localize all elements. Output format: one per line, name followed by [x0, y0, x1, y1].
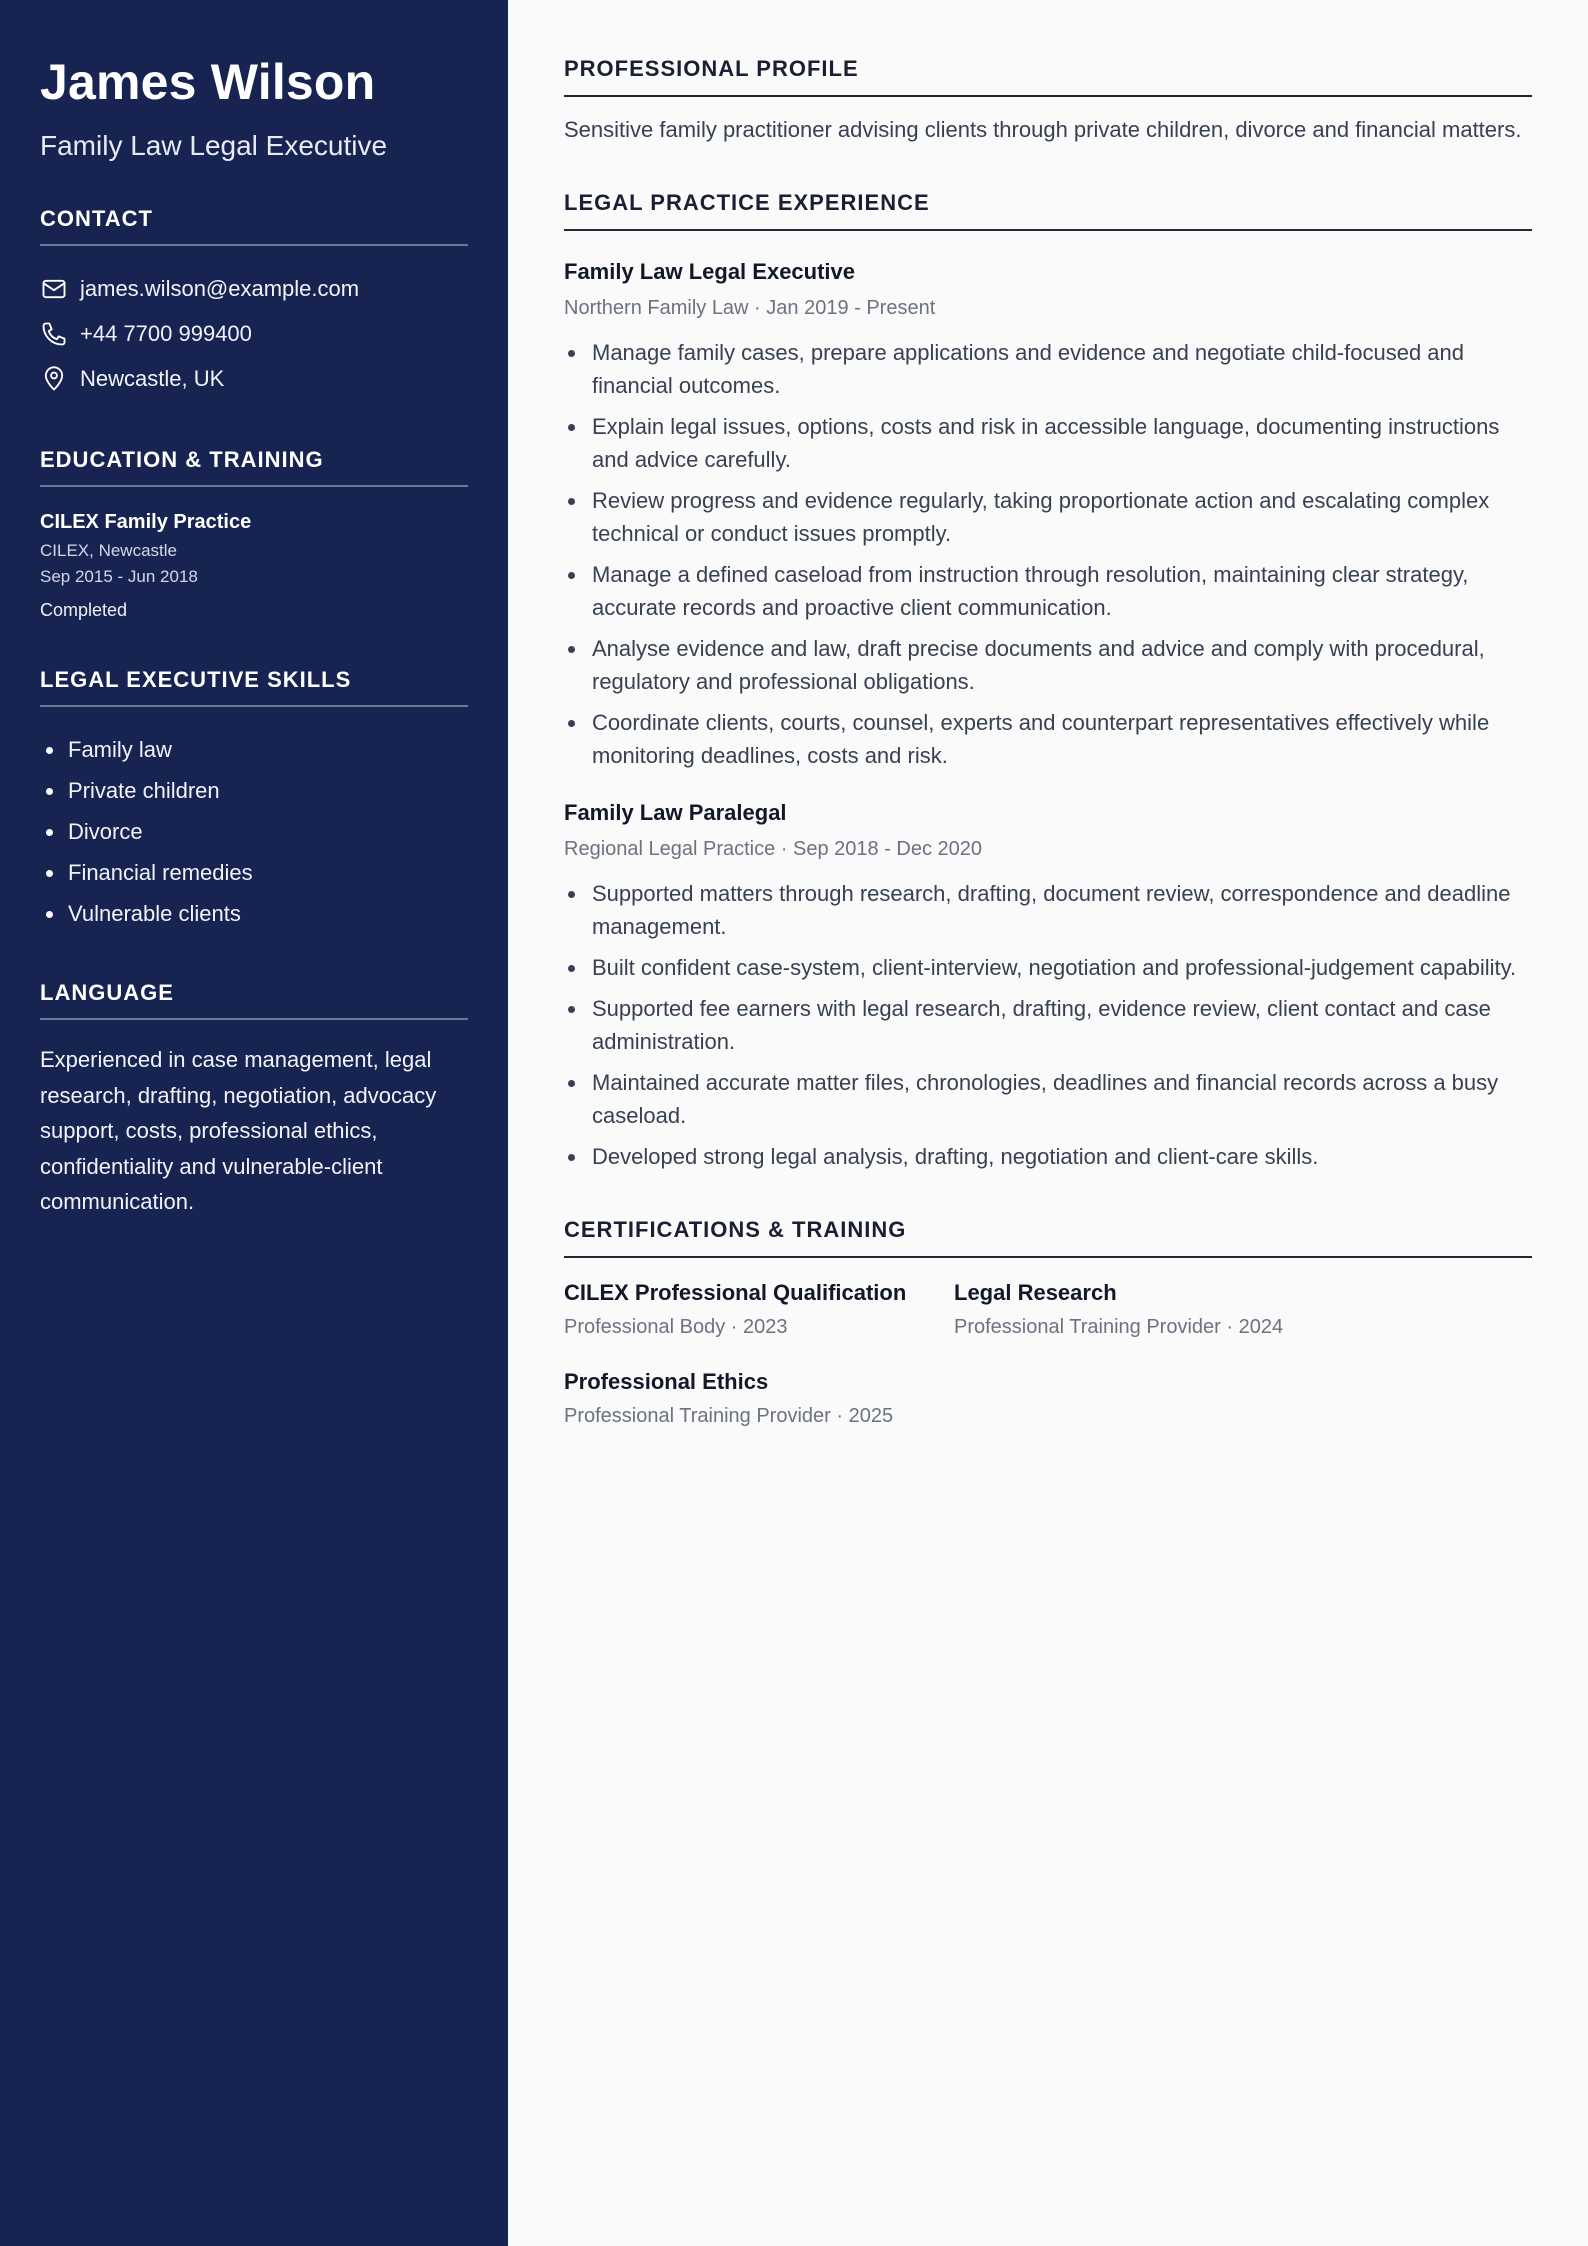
profile-text: Sensitive family practitioner advising clients through private children, divorce and financial matters. — [564, 117, 1522, 142]
certifications-heading: CERTIFICATIONS & TRAINING — [564, 1217, 1532, 1258]
skills-heading: LEGAL EXECUTIVE SKILLS — [40, 667, 468, 707]
job-bullets — [564, 336, 1532, 772]
job-bullet: Developed strong legal analysis, drafting, negotiation and client-care skills. — [564, 1140, 1532, 1173]
skill-item: Private children — [40, 770, 468, 811]
education-heading: EDUCATION & TRAINING — [40, 447, 468, 487]
profile-section — [564, 56, 1532, 146]
certification-item — [954, 1280, 1344, 1339]
job-bullets — [564, 877, 1532, 1173]
job-bullet: Review progress and evidence regularly, taking proportionate action and escalating complex technical or conduct issues promptly. — [564, 484, 1532, 550]
mail-icon — [40, 275, 68, 303]
job-bullet: Supported matters through research, drafting, document review, correspondence and deadline management. — [564, 877, 1532, 943]
location-text: Newcastle, UK — [80, 365, 225, 391]
job-bullet: Maintained accurate matter files, chronologies, deadlines and financial records across a busy caseload. — [564, 1066, 1532, 1132]
certification-title: Legal Research — [954, 1280, 1117, 1305]
experience-section — [564, 190, 1532, 1173]
contact-heading: CONTACT — [40, 206, 468, 246]
job-bullet: Supported fee earners with legal research, drafting, evidence review, client contact and case administration. — [564, 992, 1532, 1058]
skill-item: Financial remedies — [40, 852, 468, 893]
certification-meta: Professional Training Provider · 2024 — [954, 1316, 1284, 1338]
phone-text: +44 7700 999400 — [80, 320, 252, 346]
contact-location — [40, 356, 468, 401]
job-bullet: Explain legal issues, options, costs and risk in accessible language, documenting instructions and advice carefully. — [564, 410, 1532, 476]
profile-heading: PROFESSIONAL PROFILE — [564, 56, 1532, 97]
certification-item — [564, 1280, 954, 1339]
job-bullet: Manage a defined caseload from instruction through resolution, maintaining clear strategy, accurate records and proactive client communication. — [564, 558, 1532, 624]
contact-email[interactable] — [40, 266, 468, 311]
education-institution: CILEX, Newcastle — [40, 541, 177, 560]
sidebar — [0, 0, 508, 2246]
job-meta: Northern Family Law · Jan 2019 - Present — [564, 297, 936, 319]
job-entry — [564, 259, 1532, 772]
main-content — [508, 0, 1588, 2246]
phone-icon — [40, 320, 68, 348]
skill-item: Family law — [40, 729, 468, 770]
certifications-grid — [564, 1280, 1532, 1458]
language-heading: LANGUAGE — [40, 980, 468, 1020]
contact-list — [40, 266, 468, 401]
job-bullet: Analyse evidence and law, draft precise documents and advice and comply with procedural, regulatory and professional obligations. — [564, 632, 1532, 698]
certification-meta: Professional Body · 2023 — [564, 1316, 788, 1338]
education-title: CILEX Family Practice — [40, 511, 252, 533]
experience-heading: LEGAL PRACTICE EXPERIENCE — [564, 190, 1532, 231]
job-bullet: Coordinate clients, courts, counsel, experts and counterpart representatives effectively while monitoring deadlines, costs and risk. — [564, 706, 1532, 772]
certification-meta: Professional Training Provider · 2025 — [564, 1405, 894, 1427]
certification-title: CILEX Professional Qualification — [564, 1280, 907, 1305]
job-title: Family Law Paralegal — [564, 800, 787, 825]
location-pin-icon — [40, 365, 68, 393]
skill-item: Vulnerable clients — [40, 893, 468, 934]
certification-item — [564, 1369, 954, 1428]
education-dates: Sep 2015 - Jun 2018 — [40, 567, 198, 586]
certification-title: Professional Ethics — [564, 1369, 769, 1394]
certifications-section — [564, 1217, 1532, 1458]
job-meta: Regional Legal Practice · Sep 2018 - Dec 2020 — [564, 838, 983, 860]
candidate-name: James Wilson — [40, 54, 376, 110]
contact-phone[interactable] — [40, 311, 468, 356]
job-title: Family Law Legal Executive — [564, 259, 856, 284]
skills-list — [40, 729, 468, 934]
candidate-role: Family Law Legal Executive — [40, 130, 388, 161]
job-entry — [564, 800, 1532, 1173]
language-text: Experienced in case management, legal research, drafting, negotiation, advocacy support, costs, professional ethics, confidentiality and vulnerable-client communication. — [40, 1047, 437, 1214]
skill-item: Divorce — [40, 811, 468, 852]
email-text: james.wilson@example.com — [80, 275, 360, 301]
job-bullet: Manage family cases, prepare applications and evidence and negotiate child-focused and financial outcomes. — [564, 336, 1532, 402]
job-bullet: Built confident case-system, client-interview, negotiation and professional-judgement capability. — [564, 951, 1532, 984]
education-status: Completed — [40, 600, 128, 620]
